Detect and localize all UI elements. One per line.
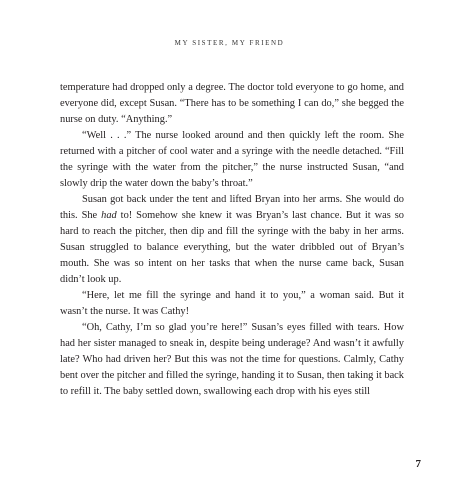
paragraph-text: “Oh, Cathy, I’m so glad you’re here!” Susan’s eyes filled with tears. How had her sister managed to sneak in, despite being underage? And wasn’t it awfully late? Who had driven her? But this was not the time for questions. Calmly, Cathy bent over the pitcher and filled the syringe, handing it to Susan, then taking it back to refill it. The baby settled down, swallowing each drop with his eyes still [60,322,404,397]
paragraph-text: “Well . . .” The nurse looked around and then quickly left the room. She returned with a pitcher of cool water and a syringe with the needle detached. “Fill the syringe with the water from the pitcher,” the nurse instructed Susan, “and slowly drip the water down the baby’s throat.” [60,130,404,189]
paragraph-text: “Here, let me fill the syringe and hand it to you,” a woman said. But it wasn’t the nurse. It was Cathy! [60,290,404,317]
paragraph-2 [60,128,404,192]
paragraph-4 [60,288,404,320]
emphasis-text: had [101,210,117,221]
paragraph-text: temperature had dropped only a degree. The doctor told everyone to go home, and everyone did, except Susan. “There has to be something I can do,” she begged the nurse on duty. “Anything.” [60,82,404,125]
paragraph-3 [60,192,404,288]
paragraph-text: to! Somehow she knew it was Bryan’s last chance. But it was so hard to reach the pitcher, then dip and fill the syringe with the baby in her arms. Susan struggled to balance everything, but the water dribbled out of Bryan’s mouth. She was so intent on her tasks that when the nurse came back, Susan didn’t look up. [60,210,404,285]
paragraph-5 [60,320,404,400]
body-text [60,80,404,400]
paragraph-text: Susan got back under the tent and lifted Bryan into her arms. She would do this. She [60,194,404,221]
running-head: MY SISTER, MY FRIEND [174,39,285,47]
page-number: 7 [415,458,421,470]
paragraph-1 [60,80,404,128]
